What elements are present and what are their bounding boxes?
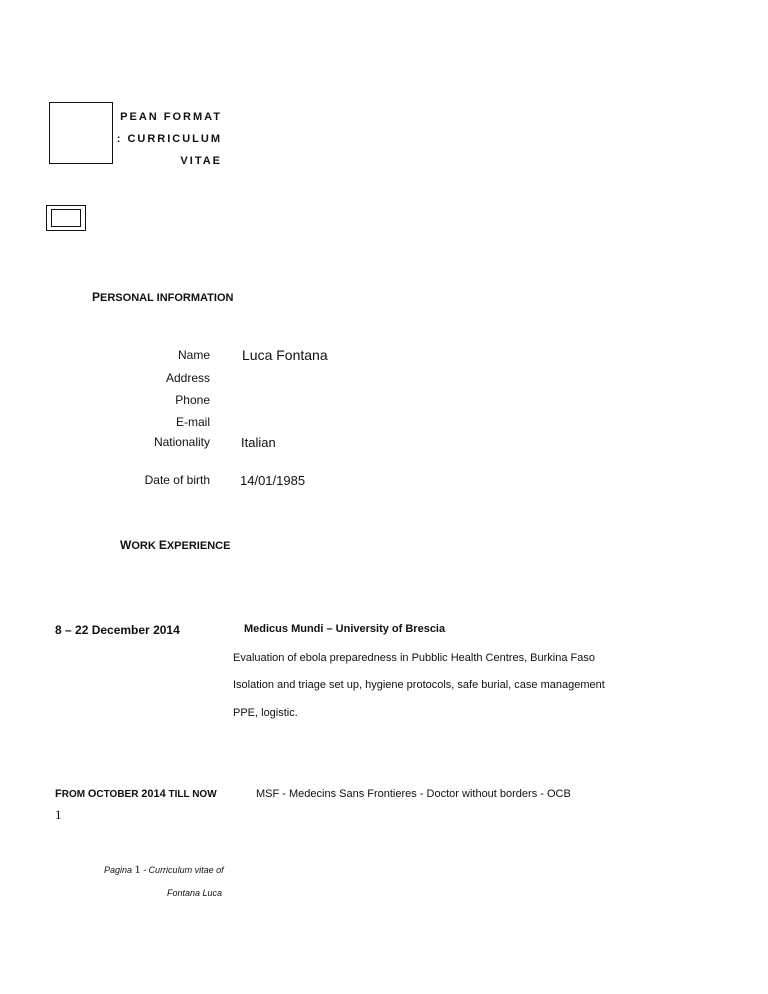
title-fragment: :	[116, 133, 123, 145]
heading-e: E	[158, 538, 167, 552]
footer-pagina: Pagina	[104, 865, 133, 875]
nationality-value: Italian	[241, 435, 276, 450]
date-ctober: CTOBER	[96, 789, 142, 800]
email-label: E-mail	[175, 415, 210, 429]
phone-label: Phone	[175, 393, 210, 407]
heading-initial: P	[92, 290, 101, 304]
heading-rest: ERSONAL INFORMATION	[100, 292, 234, 304]
date-rom: ROM	[61, 789, 88, 800]
eu-flag-icon	[46, 205, 86, 231]
dob-value: 14/01/1985	[240, 473, 306, 488]
name-label: Name	[177, 348, 210, 362]
entry-1-employer: Medicus Mundi – University of Brescia	[244, 623, 446, 635]
title-line-3: VITAE	[180, 155, 222, 167]
heading-ork: ORK	[131, 540, 159, 552]
work-experience-heading	[120, 538, 230, 552]
entry-2-employer: MSF - Medecins Sans Frontieres - Doctor without borders - OCB	[256, 788, 571, 800]
entry-2-date	[55, 788, 217, 800]
footer-suffix: - Curriculum vitae of	[143, 865, 224, 875]
entry-1-line-3: PPE, logistic.	[233, 707, 298, 719]
page-marker: 1	[55, 807, 62, 822]
dob-label: Date of birth	[144, 473, 210, 487]
entry-1-line-1: Evaluation of ebola preparedness in Pubblic Health Centres, Burkina Faso	[233, 652, 595, 664]
heading-w: W	[120, 538, 132, 552]
document-title	[60, 106, 222, 172]
address-label: Address	[165, 371, 210, 385]
footer-line-1	[104, 862, 224, 877]
footer-page-number: 1	[134, 862, 141, 876]
date-o: O	[87, 788, 97, 800]
heading-xperience: XPERIENCE	[166, 540, 231, 552]
personal-information-heading	[92, 290, 233, 304]
date-f: F	[55, 788, 62, 800]
title-line-2-text: CURRICULUM	[127, 133, 222, 145]
title-line-2	[60, 128, 222, 150]
date-year: 2014	[141, 788, 166, 800]
title-line-1: PEAN FORMAT	[120, 111, 222, 123]
nationality-label: Nationality	[153, 435, 210, 449]
entry-1-date: 8 – 22 December 2014	[55, 623, 180, 637]
name-value: Luca Fontana	[242, 347, 328, 363]
footer-name: Fontana Luca	[167, 888, 223, 898]
entry-1-line-2: Isolation and triage set up, hygiene protocols, safe burial, case management	[233, 679, 605, 691]
date-till: TILL NOW	[165, 789, 217, 800]
